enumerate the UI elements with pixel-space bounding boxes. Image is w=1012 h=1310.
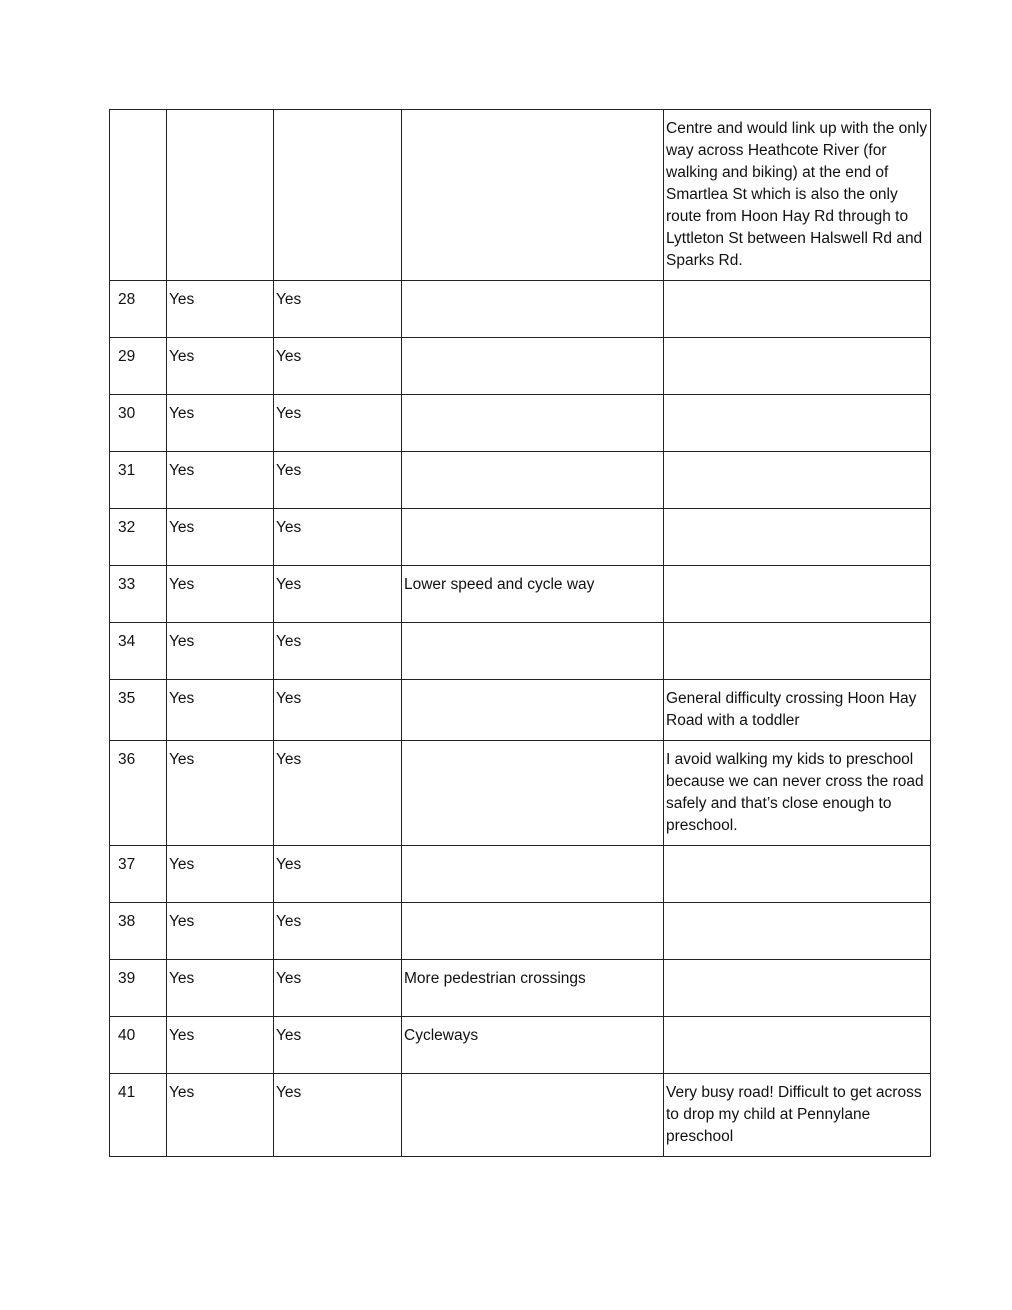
answer-cell: Yes [167, 338, 274, 395]
answer-cell: Yes [274, 452, 402, 509]
suggestion-cell [402, 1074, 664, 1157]
suggestion-cell [402, 509, 664, 566]
answer-cell: Yes [274, 395, 402, 452]
suggestion-cell [402, 338, 664, 395]
suggestion-cell: Cycleways [402, 1017, 664, 1074]
suggestion-cell: Lower speed and cycle way [402, 566, 664, 623]
comment-cell [664, 338, 931, 395]
answer-cell: Yes [167, 566, 274, 623]
response-number-cell [110, 110, 167, 281]
response-number-cell: 39 [110, 960, 167, 1017]
response-number-cell: 28 [110, 281, 167, 338]
response-number-cell: 40 [110, 1017, 167, 1074]
comment-cell [664, 452, 931, 509]
comment-cell [664, 1017, 931, 1074]
answer-cell: Yes [274, 566, 402, 623]
answer-cell [167, 110, 274, 281]
suggestion-cell [402, 395, 664, 452]
answer-cell [274, 110, 402, 281]
answer-cell: Yes [167, 680, 274, 741]
response-number-cell: 38 [110, 903, 167, 960]
response-number-cell: 37 [110, 846, 167, 903]
suggestion-cell [402, 903, 664, 960]
response-number-cell: 29 [110, 338, 167, 395]
table-row [110, 338, 931, 395]
table-row [110, 566, 931, 623]
suggestion-cell [402, 741, 664, 846]
answer-cell: Yes [274, 680, 402, 741]
comment-cell [664, 846, 931, 903]
table-row [110, 509, 931, 566]
table-row [110, 452, 931, 509]
table-row [110, 1074, 931, 1157]
suggestion-cell [402, 623, 664, 680]
suggestion-cell [402, 680, 664, 741]
response-number-cell: 30 [110, 395, 167, 452]
answer-cell: Yes [274, 281, 402, 338]
answer-cell: Yes [167, 509, 274, 566]
response-number-cell: 31 [110, 452, 167, 509]
table-row [110, 680, 931, 741]
response-number-cell: 32 [110, 509, 167, 566]
answer-cell: Yes [167, 281, 274, 338]
table-row [110, 281, 931, 338]
table-row [110, 846, 931, 903]
suggestion-cell [402, 110, 664, 281]
table-row [110, 623, 931, 680]
response-number-cell: 34 [110, 623, 167, 680]
answer-cell: Yes [274, 741, 402, 846]
suggestion-cell [402, 281, 664, 338]
answer-cell: Yes [274, 509, 402, 566]
suggestion-cell: More pedestrian crossings [402, 960, 664, 1017]
comment-cell: Very busy road! Difficult to get across to drop my child at Pennylane preschool [664, 1074, 931, 1157]
suggestion-cell [402, 846, 664, 903]
answer-cell: Yes [167, 623, 274, 680]
comment-cell [664, 281, 931, 338]
comment-cell: General difficulty crossing Hoon Hay Road with a toddler [664, 680, 931, 741]
table-row [110, 110, 931, 281]
response-number-cell: 33 [110, 566, 167, 623]
comment-cell [664, 903, 931, 960]
table-row [110, 960, 931, 1017]
table-row [110, 1017, 931, 1074]
answer-cell: Yes [274, 903, 402, 960]
comment-cell [664, 566, 931, 623]
table-row [110, 903, 931, 960]
answer-cell: Yes [167, 846, 274, 903]
table-row [110, 395, 931, 452]
answer-cell: Yes [167, 1017, 274, 1074]
comment-cell [664, 509, 931, 566]
table-row [110, 741, 931, 846]
answer-cell: Yes [167, 903, 274, 960]
answer-cell: Yes [274, 338, 402, 395]
comment-cell [664, 623, 931, 680]
answer-cell: Yes [167, 960, 274, 1017]
answer-cell: Yes [274, 623, 402, 680]
answer-cell: Yes [167, 395, 274, 452]
comment-cell [664, 960, 931, 1017]
answer-cell: Yes [274, 960, 402, 1017]
answer-cell: Yes [274, 1074, 402, 1157]
answer-cell: Yes [274, 1017, 402, 1074]
response-number-cell: 41 [110, 1074, 167, 1157]
comment-cell: I avoid walking my kids to preschool because we can never cross the road safely and that’s close enough to preschool. [664, 741, 931, 846]
survey-response-table [109, 109, 931, 1157]
comment-cell: Centre and would link up with the only way across Heathcote River (for walking and biking) at the end of Smartlea St which is also the only route from Hoon Hay Rd through to Lyttleton St between Halswell Rd and Sparks Rd. [664, 110, 931, 281]
answer-cell: Yes [167, 1074, 274, 1157]
response-number-cell: 35 [110, 680, 167, 741]
suggestion-cell [402, 452, 664, 509]
answer-cell: Yes [167, 741, 274, 846]
response-number-cell: 36 [110, 741, 167, 846]
answer-cell: Yes [167, 452, 274, 509]
comment-cell [664, 395, 931, 452]
answer-cell: Yes [274, 846, 402, 903]
